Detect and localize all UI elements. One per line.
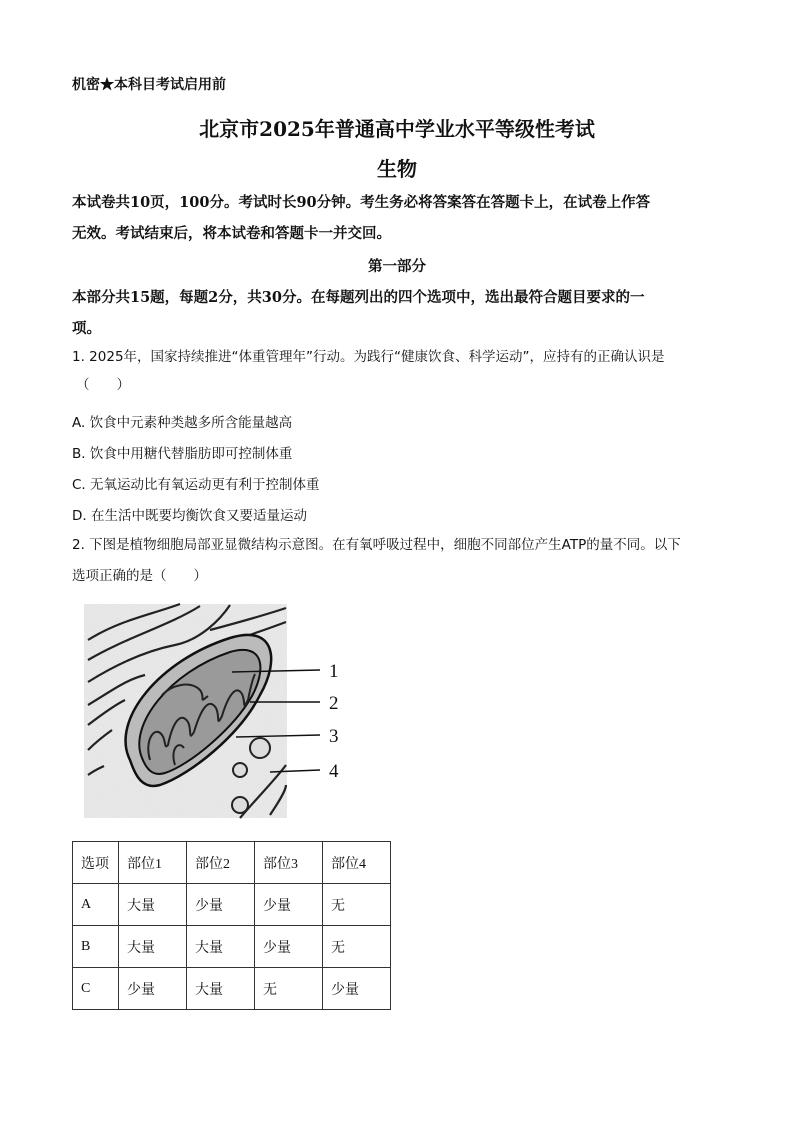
label-4: 4 xyxy=(329,761,339,782)
table-cell: 少量 xyxy=(187,884,255,926)
question-1-answer-blank: （ ） xyxy=(76,377,130,393)
table-cell: 无 xyxy=(323,926,391,968)
instructions-line-1: 本试卷共10页，100分。考试时长90分钟。考生务必将答案答在答题卡上，在试卷上作答 xyxy=(72,194,651,211)
part-note-line-1: 本部分共15题，每题2分，共30分。在每题列出的四个选项中，选出最符合题目要求的一 xyxy=(72,289,645,306)
question-1-option-c: C. 无氧运动比有氧运动更有利于控制体重 xyxy=(72,477,320,493)
question-2-stem-line-1: 2. 下图是植物细胞局部亚显微结构示意图。在有氧呼吸过程中，细胞不同部位产生ATP的量不同。以下 xyxy=(72,537,681,553)
table-cell: C xyxy=(73,968,119,1010)
answer-table xyxy=(72,841,391,1010)
part-note-line-2: 项。 xyxy=(72,320,101,337)
exam-instructions xyxy=(72,187,722,249)
table-cell: 少量 xyxy=(255,926,323,968)
question-1-stem: 1. 2025年，国家持续推进“体重管理年”行动。为践行“健康饮食、科学运动”，应持有的正确认识是 xyxy=(72,349,665,365)
table-header-cell: 部位3 xyxy=(255,842,323,884)
question-1-option-b: B. 饮食中用糖代替脂肪即可控制体重 xyxy=(72,446,293,462)
table-header-cell: 部位2 xyxy=(187,842,255,884)
table-row xyxy=(73,968,391,1010)
question-1-option-d: D. 在生活中既要均衡饮食又要适量运动 xyxy=(72,508,307,524)
table-cell: 大量 xyxy=(119,884,187,926)
table-cell: 少量 xyxy=(255,884,323,926)
table-cell: 无 xyxy=(255,968,323,1010)
table-cell: 大量 xyxy=(119,926,187,968)
exam-title: 北京市2025年普通高中学业水平等级性考试 xyxy=(199,117,595,141)
table-header-cell: 选项 xyxy=(73,842,119,884)
table-header-cell: 部位4 xyxy=(323,842,391,884)
table-header-row xyxy=(73,842,391,884)
confidential-mark: 机密★本科目考试启用前 xyxy=(72,77,226,93)
subject-title: 生物 xyxy=(377,157,417,181)
table-cell: 大量 xyxy=(187,926,255,968)
label-2: 2 xyxy=(329,693,339,714)
question-1-option-a: A. 饮食中元素种类越多所含能量越高 xyxy=(72,415,293,431)
label-1: 1 xyxy=(329,661,339,682)
table-cell: 少量 xyxy=(119,968,187,1010)
question-2-stem-line-2: 选项正确的是（ ） xyxy=(72,568,207,584)
instructions-line-2: 无效。考试结束后，将本试卷和答题卡一并交回。 xyxy=(72,225,391,242)
table-cell: A xyxy=(73,884,119,926)
table-row xyxy=(73,884,391,926)
label-3: 3 xyxy=(329,726,339,747)
table-cell: 少量 xyxy=(323,968,391,1010)
table-header-cell: 部位1 xyxy=(119,842,187,884)
question-2-stem xyxy=(72,530,724,592)
table-cell: B xyxy=(73,926,119,968)
part-note xyxy=(72,282,722,344)
table-cell: 无 xyxy=(323,884,391,926)
mitochondrion-diagram xyxy=(80,600,350,825)
table-row xyxy=(73,926,391,968)
part-heading: 第一部分 xyxy=(368,258,426,275)
table-cell: 大量 xyxy=(187,968,255,1010)
